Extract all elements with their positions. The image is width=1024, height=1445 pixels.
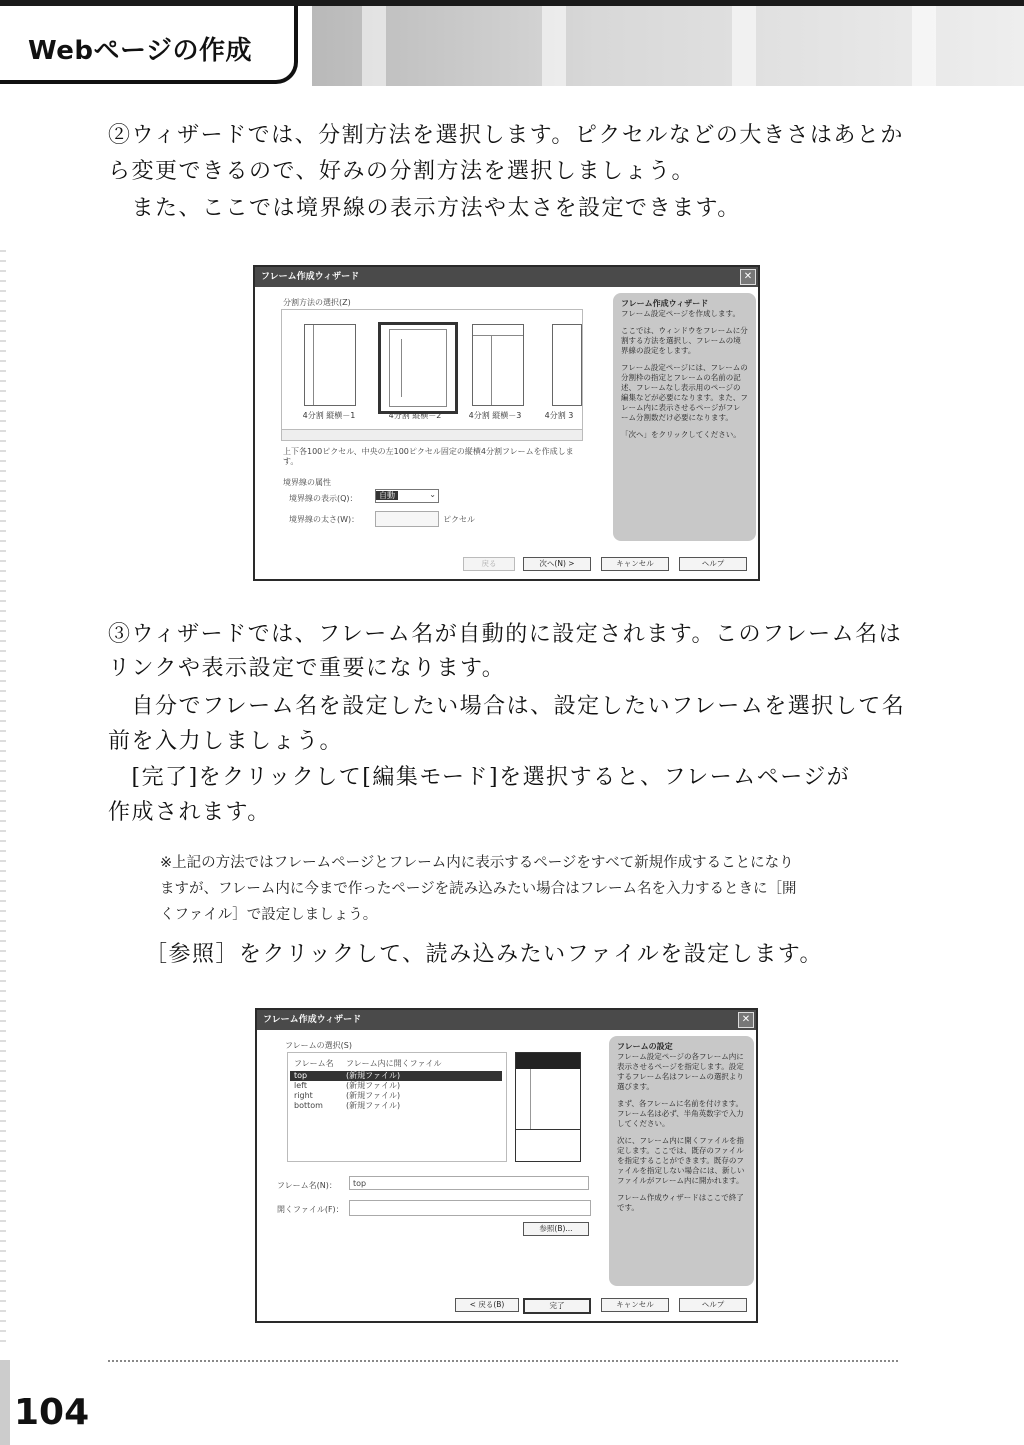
row-file: (新規ファイル) <box>346 1091 401 1100</box>
split-thumb-4[interactable] <box>552 324 582 406</box>
page-edge-marker <box>0 1360 10 1445</box>
step2-line-2: ら変更できるので、好みの分割方法を選択しましょう。 <box>108 159 696 184</box>
split-group-label: 分割方法の選択(Z) <box>283 298 351 307</box>
border-show-label: 境界線の表示(Q)： <box>289 494 358 503</box>
footer-rule <box>108 1360 898 1362</box>
step3-line-6: 作成されます。 <box>108 800 271 825</box>
chapter-title: Webページの作成 <box>28 36 252 66</box>
dialog-titlebar <box>255 267 758 287</box>
browse-button[interactable]: 参照(B)... <box>523 1222 589 1236</box>
help-panel-p4: 「次へ」をクリックしてください。 <box>621 430 741 439</box>
help-panel-p3: 次に、フレーム内に開くファイルを指定します。ここでは、既存のファイルを指定することができます。既存のファイルを指定しない場合には、新しいファイルがフレーム内に開かれます。 <box>617 1136 745 1185</box>
split-thumb-2-label: 4分割 縦横－2 <box>388 411 442 420</box>
help-panel-p3: フレーム設定ページには、フレームの分割枠の指定とフレームの名前の記述、フレームなし表示用のページの編集などが必要になります。また、フレーム内に表示させるページがフレーム分割数だけ必要になります。 <box>621 363 748 422</box>
help-panel-p1: フレーム設定ページの各フレーム内に表示させるページを指定します。設定するフレーム名はフレームの選択より選びます。 <box>617 1052 744 1091</box>
cancel-button[interactable]: キャンセル <box>601 1298 669 1312</box>
reference-line: ［参照］をクリックして、読み込みたいファイルを設定します。 <box>145 942 823 967</box>
step2-line-3: また、ここでは境界線の表示方法や太さを設定できます。 <box>108 196 741 221</box>
frame-list-col-file: フレーム内に開くファイル <box>346 1059 442 1068</box>
split-thumb-3[interactable] <box>472 324 524 406</box>
dialog-title: フレーム作成ウィザード <box>261 272 360 282</box>
frame-list <box>287 1052 507 1162</box>
table-row[interactable] <box>290 1091 502 1101</box>
row-name: right <box>294 1091 313 1100</box>
horizontal-scrollbar[interactable] <box>282 429 582 440</box>
wizard-help-panel <box>613 293 756 541</box>
page-number: 104 <box>14 1392 90 1433</box>
frame-wizard-dialog-split <box>253 265 760 581</box>
step2-line-1: ②ウィザードでは、分割方法を選択します。ピクセルなどの大きさはあとか <box>108 123 904 148</box>
next-button[interactable]: 次へ(N) > <box>523 557 591 571</box>
border-width-input[interactable] <box>375 511 439 527</box>
help-panel-p1: フレーム設定ページを作成します。 <box>621 309 740 318</box>
note-line-1: ※上記の方法ではフレームページとフレーム内に表示するページをすべて新規作成することになり <box>160 855 794 871</box>
frame-name-input[interactable]: top <box>349 1176 589 1190</box>
border-show-select[interactable] <box>375 489 439 503</box>
wizard-help-panel <box>609 1036 754 1286</box>
table-row[interactable] <box>290 1081 502 1091</box>
table-row-selected[interactable] <box>290 1071 502 1081</box>
split-thumb-1-label: 4分割 縦横－1 <box>302 411 356 420</box>
cancel-button[interactable]: キャンセル <box>601 557 669 571</box>
step3-line-1: ③ウィザードでは、フレーム名が自動的に設定されます。このフレーム名は <box>108 622 903 647</box>
frame-layout-preview <box>515 1052 581 1162</box>
margin-dots <box>0 250 6 1350</box>
help-panel-title: フレーム作成ウィザード <box>621 299 709 308</box>
help-panel-p2: ここでは、ウィンドウをフレームに分割する方法を選択し、フレームの境界線の設定をします。 <box>621 326 748 355</box>
open-file-input[interactable] <box>349 1200 591 1216</box>
border-width-label: 境界線の太さ(W)： <box>289 515 360 524</box>
step3-line-5: [完了]をクリックして[編集モード]を選択すると、フレームページが <box>108 765 851 790</box>
split-description: 上下各100ピクセル、中央の左100ピクセル固定の縦横4分割フレームを作成します。 <box>283 447 574 466</box>
row-file: (新規ファイル) <box>346 1101 401 1110</box>
frame-wizard-dialog-names <box>255 1008 758 1323</box>
row-name: left <box>294 1081 307 1090</box>
split-thumb-1[interactable] <box>304 324 356 406</box>
help-panel-title: フレームの設定 <box>617 1042 673 1051</box>
row-name: top <box>294 1071 308 1080</box>
border-show-value: 自動 <box>376 491 398 500</box>
split-options-list <box>281 309 583 441</box>
open-file-label: 開くファイル(F)： <box>277 1205 344 1214</box>
close-icon[interactable]: ✕ <box>740 269 756 285</box>
row-name: bottom <box>294 1101 323 1110</box>
help-button[interactable]: ヘルプ <box>679 1298 747 1312</box>
split-thumb-3-label: 4分割 縦横－3 <box>468 411 522 420</box>
border-group-label: 境界線の属性 <box>283 478 331 487</box>
chapter-tab <box>0 6 298 84</box>
step3-line-2: リンクや表示設定で重要になります。 <box>108 656 506 681</box>
note-line-2: ますが、フレーム内に今まで作ったページを読み込みたい場合はフレーム名を入力するときに［開 <box>160 881 797 897</box>
help-panel-p2: まず、各フレームに名前を付けます。フレーム名は必ず、半角英数字で入力してください。 <box>617 1099 744 1128</box>
frame-list-col-name: フレーム名 <box>294 1059 334 1068</box>
back-button[interactable]: < 戻る(B) <box>455 1298 519 1312</box>
frame-name-label: フレーム名(N)： <box>277 1181 337 1190</box>
frame-group-label: フレームの選択(S) <box>285 1041 352 1050</box>
help-button[interactable]: ヘルプ <box>679 557 747 571</box>
note-line-3: くファイル］で設定しましょう。 <box>160 907 378 923</box>
chevron-down-icon: ⌄ <box>429 490 436 499</box>
step3-line-4: 前を入力しましょう。 <box>108 729 344 754</box>
back-button[interactable]: 戻る <box>463 557 515 571</box>
step3-line-3: 自分でフレーム名を設定したい場合は、設定したいフレームを選択して名 <box>108 694 906 719</box>
dialog-titlebar <box>257 1010 756 1030</box>
table-row[interactable] <box>290 1101 502 1111</box>
row-file: (新規ファイル) <box>346 1081 401 1090</box>
border-width-unit: ピクセル <box>443 515 475 524</box>
help-panel-p4: フレーム作成ウィザードはここで終了です。 <box>617 1193 744 1212</box>
split-thumb-2-selected[interactable] <box>378 322 458 414</box>
note-block <box>160 850 905 928</box>
row-file: (新規ファイル) <box>346 1071 401 1080</box>
finish-button[interactable]: 完了 <box>523 1298 591 1314</box>
header-banner <box>312 6 1024 86</box>
dialog-title: フレーム作成ウィザード <box>263 1015 362 1025</box>
close-icon[interactable]: ✕ <box>738 1012 754 1028</box>
split-thumb-4-label: 4分割 3 <box>544 411 574 420</box>
